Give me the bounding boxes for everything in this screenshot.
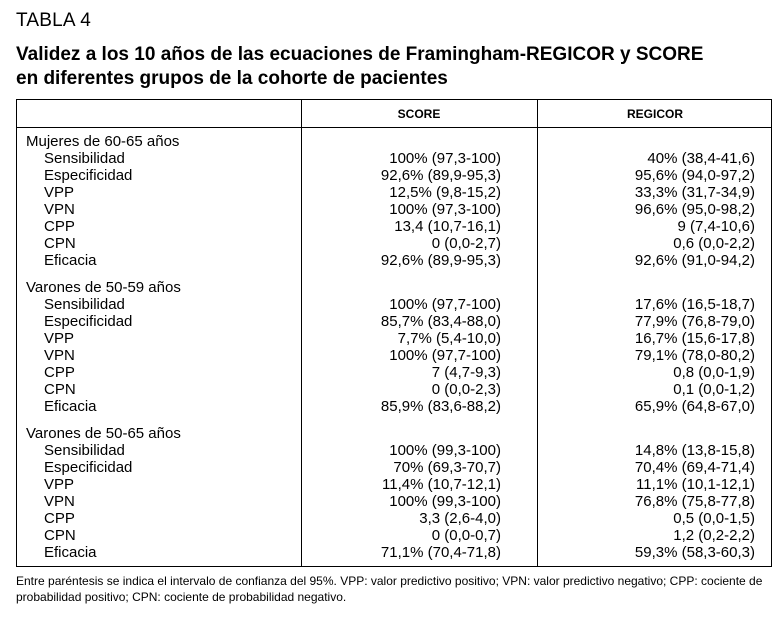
table-row <box>17 201 773 218</box>
row-label: Eficacia <box>44 252 97 269</box>
score-value: 100% (97,3-100) <box>389 150 501 167</box>
regicor-value: 17,6% (16,5-18,7) <box>634 296 755 313</box>
regicor-value: 16,7% (15,6-17,8) <box>634 330 755 347</box>
row-label: Eficacia <box>44 544 97 561</box>
table-title <box>16 43 703 91</box>
score-value: 100% (97,3-100) <box>389 201 501 218</box>
score-value: 85,7% (83,4-88,0) <box>380 313 501 330</box>
table-row <box>17 330 773 347</box>
score-value: 0 (0,0-0,7) <box>431 527 501 544</box>
group-name: Varones de 50-65 años <box>26 425 181 442</box>
table-label: TABLA 4 <box>16 10 91 31</box>
regicor-value: 0,6 (0,0-2,2) <box>673 235 755 252</box>
validity-table <box>16 99 772 567</box>
regicor-value: 59,3% (58,3-60,3) <box>634 544 755 561</box>
table-row <box>17 442 773 459</box>
score-value: 70% (69,3-70,7) <box>393 459 501 476</box>
table-row <box>17 364 773 381</box>
regicor-value: 11,1% (10,1-12,1) <box>636 476 755 493</box>
group-section <box>17 279 773 415</box>
row-label: VPN <box>44 493 75 510</box>
score-value: 11,4% (10,7-12,1) <box>382 476 501 493</box>
row-label: Sensibilidad <box>44 442 125 459</box>
regicor-value: 0,8 (0,0-1,9) <box>673 364 755 381</box>
score-value: 100% (99,3-100) <box>389 442 501 459</box>
score-value: 92,6% (89,9-95,3) <box>380 252 501 269</box>
table-row <box>17 493 773 510</box>
table-row <box>17 252 773 269</box>
table-footnote: Entre paréntesis se indica el intervalo de confianza del 95%. VPP: valor predictivo positivo; VPN: valor predictivo negativo; CPP: cociente de probabilidad positivo; CPN: cociente de probabilidad negativo. <box>16 574 763 604</box>
table-row <box>17 398 773 415</box>
score-value: 100% (99,3-100) <box>389 493 501 510</box>
score-value: 100% (97,7-100) <box>389 296 501 313</box>
score-value: 7 (4,7-9,3) <box>431 364 501 381</box>
row-label: Especificidad <box>44 167 133 184</box>
table-row <box>17 381 773 398</box>
score-value: 12,5% (9,8-15,2) <box>389 184 501 201</box>
regicor-value: 70,4% (69,4-71,4) <box>634 459 755 476</box>
regicor-value: 14,8% (13,8-15,8) <box>634 442 755 459</box>
regicor-value: 76,8% (75,8-77,8) <box>634 493 755 510</box>
row-label: VPP <box>44 476 75 493</box>
group-name: Varones de 50-59 años <box>26 279 181 296</box>
row-label: CPP <box>44 364 75 381</box>
group-header-row <box>17 425 773 442</box>
row-label: VPP <box>44 184 75 201</box>
score-value: 92,6% (89,9-95,3) <box>380 167 501 184</box>
row-label: VPN <box>44 201 75 218</box>
table-row <box>17 184 773 201</box>
regicor-value: 79,1% (78,0-80,2) <box>634 347 755 364</box>
regicor-value: 95,6% (94,0-97,2) <box>634 167 755 184</box>
score-value: 7,7% (5,4-10,0) <box>397 330 501 347</box>
score-value: 85,9% (83,6-88,2) <box>380 398 501 415</box>
regicor-value: 0,5 (0,0-1,5) <box>673 510 755 527</box>
row-label: CPN <box>44 381 76 398</box>
table-row <box>17 235 773 252</box>
regicor-value: 1,2 (0,2-2,2) <box>673 527 755 544</box>
table-row <box>17 296 773 313</box>
score-value: 100% (97,7-100) <box>389 347 501 364</box>
group-name: Mujeres de 60-65 años <box>26 133 180 150</box>
table-row <box>17 347 773 364</box>
score-value: 71,1% (70,4-71,8) <box>380 544 501 561</box>
row-label: VPN <box>44 347 75 364</box>
row-label: CPP <box>44 218 75 235</box>
table-row <box>17 476 773 493</box>
group-section <box>17 133 773 269</box>
table-row <box>17 527 773 544</box>
table-row <box>17 313 773 330</box>
table-title-line2: en diferentes grupos de la cohorte de pacientes <box>16 68 448 89</box>
table-row <box>17 218 773 235</box>
table-row <box>17 544 773 561</box>
column-header-regicor: REGICOR <box>626 107 683 121</box>
table-row <box>17 150 773 167</box>
regicor-value: 77,9% (76,8-79,0) <box>634 313 755 330</box>
group-header-row <box>17 133 773 150</box>
row-label: CPN <box>44 235 76 252</box>
regicor-value: 65,9% (64,8-67,0) <box>634 398 755 415</box>
score-value: 3,3 (2,6-4,0) <box>419 510 501 527</box>
group-header-row <box>17 279 773 296</box>
row-label: Eficacia <box>44 398 97 415</box>
row-label: CPN <box>44 527 76 544</box>
regicor-value: 9 (7,4-10,6) <box>677 218 755 235</box>
table-row <box>17 167 773 184</box>
row-label: VPP <box>44 330 75 347</box>
regicor-value: 0,1 (0,0-1,2) <box>673 381 755 398</box>
row-label: CPP <box>44 510 75 527</box>
score-value: 13,4 (10,7-16,1) <box>394 218 501 235</box>
score-value: 0 (0,0-2,7) <box>431 235 501 252</box>
group-section <box>17 425 773 561</box>
row-label: Sensibilidad <box>44 150 125 167</box>
regicor-value: 96,6% (95,0-98,2) <box>634 201 755 218</box>
table-title-line1: Validez a los 10 años de las ecuaciones de Framingham-REGICOR y SCORE <box>16 44 704 65</box>
regicor-value: 33,3% (31,7-34,9) <box>634 184 755 201</box>
regicor-value: 92,6% (91,0-94,2) <box>634 252 755 269</box>
row-label: Especificidad <box>44 459 133 476</box>
table-row <box>17 510 773 527</box>
row-label: Sensibilidad <box>44 296 125 313</box>
regicor-value: 40% (38,4-41,6) <box>647 150 755 167</box>
row-label: Especificidad <box>44 313 133 330</box>
column-header-score: SCORE <box>397 107 441 121</box>
score-value: 0 (0,0-2,3) <box>431 381 501 398</box>
header-divider <box>17 127 771 128</box>
table-row <box>17 459 773 476</box>
